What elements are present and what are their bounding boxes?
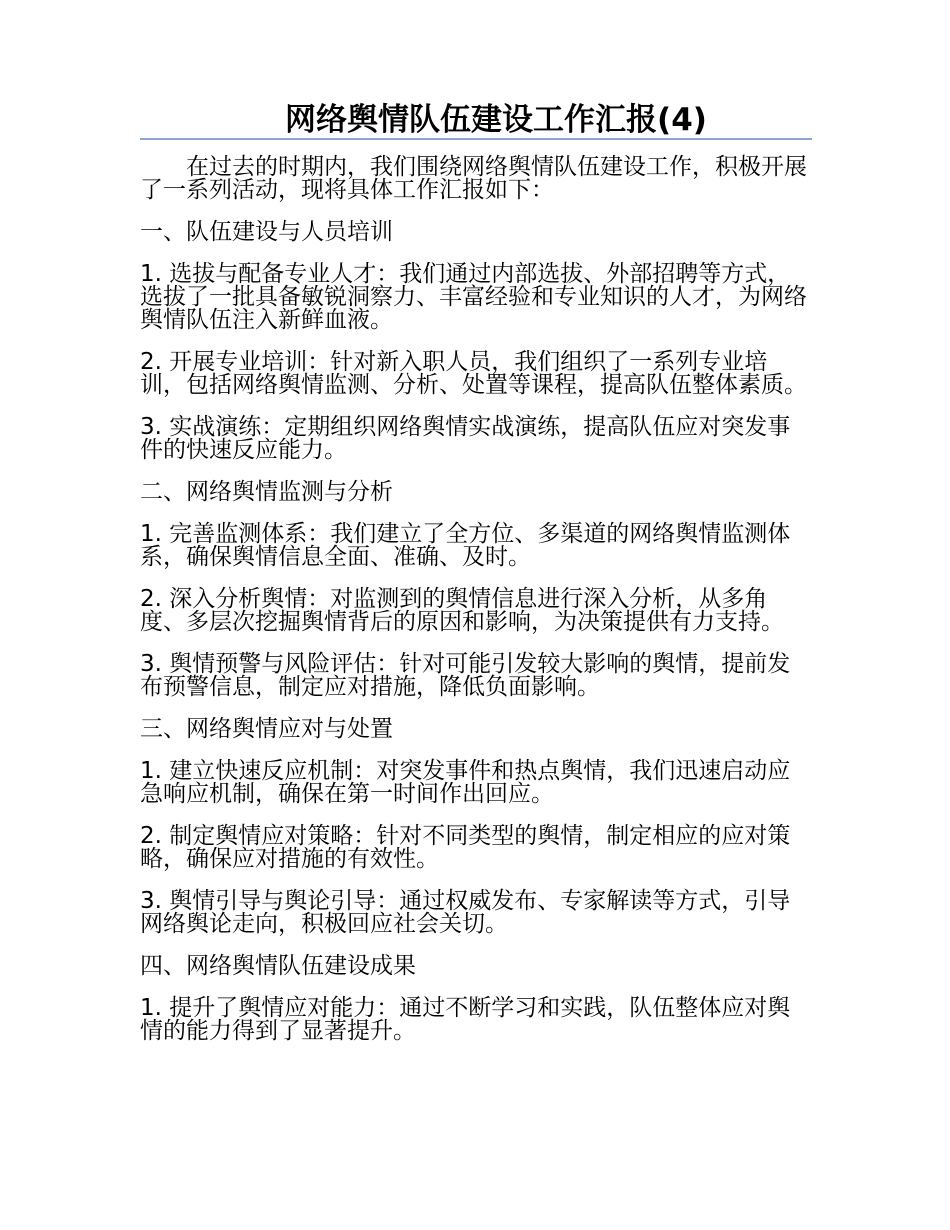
section-1-item-2: 2. 开展专业培训：针对新入职人员，我们组织了一系列专业培训，包括网络舆情监测、分析、处置等课程，提高队伍整体素质。 [140, 349, 807, 398]
section-1-item-1: 1. 选拔与配备专业人才：我们通过内部选拔、外部招聘等方式，选拔了一批具备敏锐洞察力、丰富经验和专业知识的人才，为网络舆情队伍注入新鲜血液。 [140, 261, 807, 333]
section-3-item-2: 2. 制定舆情应对策略：针对不同类型的舆情，制定相应的应对策略，确保应对措施的有效性。 [140, 823, 791, 872]
section-4-item-1: 1. 提升了舆情应对能力：通过不断学习和实践，队伍整体应对舆情的能力得到了显著提升。 [140, 995, 791, 1044]
section-3-item-3: 3. 舆情引导与舆论引导：通过权威发布、专家解读等方式，引导网络舆论走向，积极回应社会关切。 [140, 888, 791, 937]
section-2-item-3: 3. 舆情预警与风险评估：针对可能引发较大影响的舆情，提前发布预警信息，制定应对措施，降低负面影响。 [140, 651, 791, 700]
section-heading-1: 一、队伍建设与人员培训 [140, 219, 393, 245]
document-title: 网络舆情队伍建设工作汇报(4) [285, 102, 707, 138]
section-2-item-1: 1. 完善监测体系：我们建立了全方位、多渠道的网络舆情监测体系，确保舆情信息全面、准确、及时。 [140, 521, 791, 570]
section-heading-4: 四、网络舆情队伍建设成果 [140, 953, 416, 979]
section-3-item-1: 1. 建立快速反应机制：对突发事件和热点舆情，我们迅速启动应急响应机制，确保在第一时间作出回应。 [140, 758, 791, 807]
intro-paragraph: 在过去的时期内，我们围绕网络舆情队伍建设工作，积极开展了一系列活动，现将具体工作汇报如下： [140, 154, 807, 203]
section-1-item-3: 3. 实战演练：定期组织网络舆情实战演练，提高队伍应对突发事件的快速反应能力。 [140, 414, 791, 463]
document-page [140, 100, 812, 1062]
section-heading-2: 二、网络舆情监测与分析 [140, 479, 393, 505]
section-heading-3: 三、网络舆情应对与处置 [140, 716, 393, 742]
section-2-item-2: 2. 深入分析舆情：对监测到的舆情信息进行深入分析，从多角度、多层次挖掘舆情背后的原因和影响，为决策提供有力支持。 [140, 586, 784, 635]
